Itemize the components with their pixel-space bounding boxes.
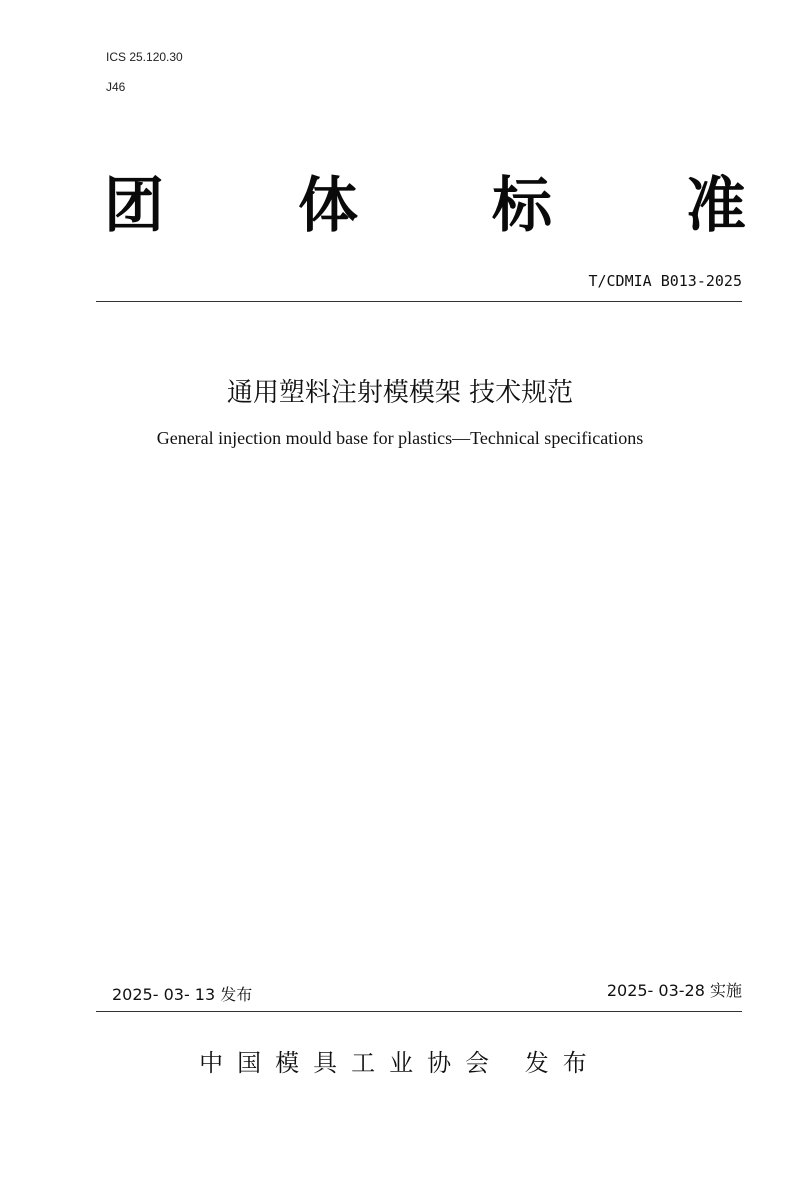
implementation-date: 2025- 03-28 实施 [606, 981, 742, 1000]
chinese-title: 通用塑料注射模模架 技术规范 [226, 378, 574, 408]
standard-type-heading [104, 168, 746, 244]
issue-date: 2025- 03- 13 发布 [112, 985, 253, 1004]
ics-code: ICS 25.120.30 [106, 50, 183, 64]
standard-type-char: 标 [492, 171, 552, 241]
standard-type-char: 准 [686, 171, 746, 241]
standard-type-char: 团 [104, 171, 164, 241]
bottom-divider [96, 1011, 742, 1012]
classification-code: J46 [106, 80, 126, 94]
standard-number: T/CDMIA B013-2025 [588, 272, 742, 290]
english-title: General injection mould base for plastics—Technical specifications [156, 428, 644, 448]
standard-type-char: 体 [298, 171, 358, 241]
top-divider [96, 301, 742, 302]
publisher: 中国模具工业协会 发布 [199, 1049, 601, 1077]
